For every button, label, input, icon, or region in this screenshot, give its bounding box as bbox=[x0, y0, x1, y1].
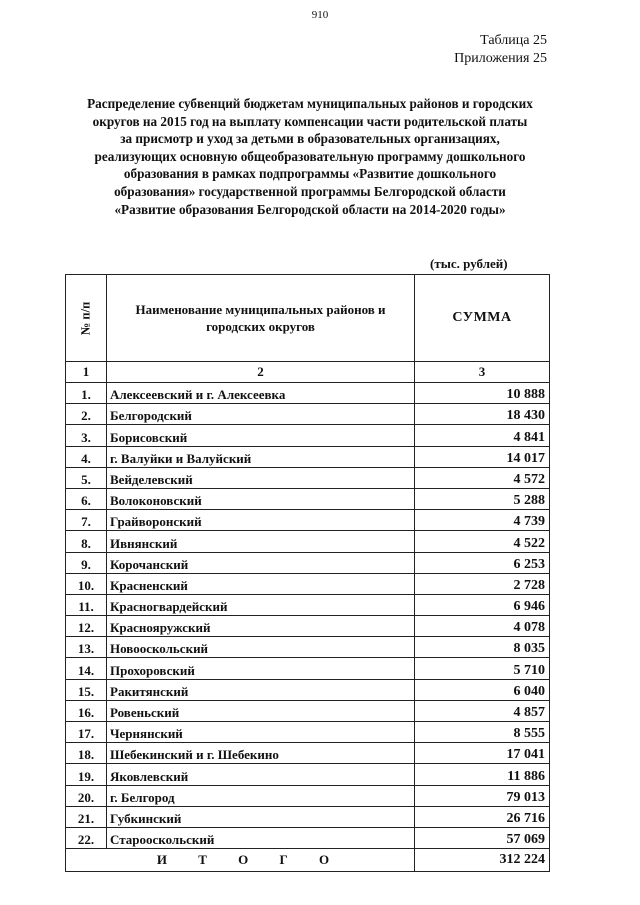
table-row bbox=[66, 467, 550, 488]
column-number: 2 bbox=[107, 362, 415, 383]
column-number: 3 bbox=[415, 362, 550, 383]
row-district-name: г. Валуйки и Валуйский bbox=[107, 446, 415, 467]
table-row bbox=[66, 446, 550, 467]
row-index: 10. bbox=[66, 573, 107, 594]
header-number-label: № п/п bbox=[78, 301, 93, 336]
row-amount: 8 555 bbox=[415, 722, 550, 743]
title-line: образования в рамках подпрограммы «Развитие дошкольного bbox=[123, 166, 497, 182]
row-amount: 5 710 bbox=[415, 658, 550, 679]
row-index: 2. bbox=[66, 404, 107, 425]
row-index: 16. bbox=[66, 700, 107, 721]
row-district-name: Краснояружский bbox=[107, 616, 415, 637]
table-header-row bbox=[66, 275, 550, 362]
row-district-name: Новооскольский bbox=[107, 637, 415, 658]
row-amount: 26 716 bbox=[415, 806, 550, 827]
row-amount: 14 017 bbox=[415, 446, 550, 467]
row-amount: 6 040 bbox=[415, 679, 550, 700]
table-row bbox=[66, 552, 550, 573]
table-row bbox=[66, 764, 550, 785]
total-amount: 312 224 bbox=[415, 849, 550, 872]
row-index: 9. bbox=[66, 552, 107, 573]
row-index: 6. bbox=[66, 488, 107, 509]
table-row bbox=[66, 573, 550, 594]
row-index: 21. bbox=[66, 806, 107, 827]
row-amount: 5 288 bbox=[415, 488, 550, 509]
table-body bbox=[66, 383, 550, 849]
row-index: 14. bbox=[66, 658, 107, 679]
row-amount: 4 522 bbox=[415, 531, 550, 552]
row-amount: 4 078 bbox=[415, 616, 550, 637]
units-label: (тыс. рублей) bbox=[430, 256, 508, 271]
row-district-name: Губкинский bbox=[107, 806, 415, 827]
caption-appendix-number: Приложения 25 bbox=[454, 51, 547, 66]
table-caption bbox=[454, 32, 547, 68]
row-index: 3. bbox=[66, 425, 107, 446]
row-amount: 4 857 bbox=[415, 700, 550, 721]
row-amount: 57 069 bbox=[415, 827, 550, 848]
row-amount: 4 572 bbox=[415, 467, 550, 488]
row-index: 4. bbox=[66, 446, 107, 467]
row-district-name: Вейделевский bbox=[107, 467, 415, 488]
row-amount: 6 253 bbox=[415, 552, 550, 573]
header-number bbox=[66, 275, 107, 362]
row-index: 12. bbox=[66, 616, 107, 637]
table-row bbox=[66, 743, 550, 764]
row-index: 11. bbox=[66, 594, 107, 615]
row-district-name: Чернянский bbox=[107, 722, 415, 743]
table-row bbox=[66, 404, 550, 425]
row-district-name: Ракитянский bbox=[107, 679, 415, 700]
title-line: округов на 2015 год на выплату компенсации части родительской платы bbox=[92, 113, 528, 129]
row-district-name: Прохоровский bbox=[107, 658, 415, 679]
title-line: «Развитие образования Белгородской области на 2014-2020 годы» bbox=[114, 201, 506, 217]
table-row bbox=[66, 827, 550, 848]
row-amount: 4 841 bbox=[415, 425, 550, 446]
table-row bbox=[66, 806, 550, 827]
row-amount: 8 035 bbox=[415, 637, 550, 658]
row-index: 22. bbox=[66, 827, 107, 848]
row-index: 19. bbox=[66, 764, 107, 785]
header-sum: СУММА bbox=[415, 275, 550, 362]
row-amount: 17 041 bbox=[415, 743, 550, 764]
table-row bbox=[66, 616, 550, 637]
table-row bbox=[66, 700, 550, 721]
row-district-name: Шебекинский и г. Шебекино bbox=[107, 743, 415, 764]
table-row bbox=[66, 425, 550, 446]
row-district-name: Ивнянский bbox=[107, 531, 415, 552]
total-label: И Т О Г О bbox=[66, 849, 415, 872]
table-row bbox=[66, 510, 550, 531]
row-district-name: Яковлевский bbox=[107, 764, 415, 785]
title-line: реализующих основную общеобразовательную программу дошкольного bbox=[94, 148, 526, 164]
table-row bbox=[66, 531, 550, 552]
total-row bbox=[66, 849, 550, 872]
table-row bbox=[66, 383, 550, 404]
row-index: 13. bbox=[66, 637, 107, 658]
row-district-name: Волоконовский bbox=[107, 488, 415, 509]
table-row bbox=[66, 637, 550, 658]
table-row bbox=[66, 679, 550, 700]
row-index: 8. bbox=[66, 531, 107, 552]
row-district-name: Алексеевский и г. Алексеевка bbox=[107, 383, 415, 404]
document-title bbox=[55, 95, 565, 218]
page-number: 910 bbox=[311, 9, 329, 21]
row-district-name: Старооскольский bbox=[107, 827, 415, 848]
header-name-line2: городских округов bbox=[206, 319, 315, 334]
row-amount: 79 013 bbox=[415, 785, 550, 806]
title-line: Распределение субвенций бюджетам муниципальных районов и городских bbox=[87, 96, 533, 111]
row-district-name: Корочанский bbox=[107, 552, 415, 573]
column-number-row bbox=[66, 362, 550, 383]
row-index: 18. bbox=[66, 743, 107, 764]
table-row bbox=[66, 594, 550, 615]
row-amount: 10 888 bbox=[415, 383, 550, 404]
column-number: 1 bbox=[66, 362, 107, 383]
row-amount: 6 946 bbox=[415, 594, 550, 615]
row-amount: 11 886 bbox=[415, 764, 550, 785]
row-district-name: Красногвардейский bbox=[107, 594, 415, 615]
row-index: 15. bbox=[66, 679, 107, 700]
header-name bbox=[107, 275, 415, 362]
table-row bbox=[66, 488, 550, 509]
row-index: 1. bbox=[66, 383, 107, 404]
row-amount: 2 728 bbox=[415, 573, 550, 594]
row-district-name: Ровеньский bbox=[107, 700, 415, 721]
row-district-name: Красненский bbox=[107, 573, 415, 594]
title-line: за присмотр и уход за детьми в образовательных организациях, bbox=[120, 131, 500, 147]
row-index: 17. bbox=[66, 722, 107, 743]
table-row bbox=[66, 658, 550, 679]
header-name-line1: Наименование муниципальных районов и bbox=[135, 302, 386, 317]
table-row bbox=[66, 722, 550, 743]
caption-table-number: Таблица 25 bbox=[480, 33, 547, 48]
row-district-name: Грайворонский bbox=[107, 510, 415, 531]
row-index: 7. bbox=[66, 510, 107, 531]
row-index: 5. bbox=[66, 467, 107, 488]
row-amount: 4 739 bbox=[415, 510, 550, 531]
row-district-name: Борисовский bbox=[107, 425, 415, 446]
table-row bbox=[66, 785, 550, 806]
row-index: 20. bbox=[66, 785, 107, 806]
row-district-name: Белгородский bbox=[107, 404, 415, 425]
title-line: образования» государственной программы Белгородской области bbox=[114, 183, 506, 199]
row-district-name: г. Белгород bbox=[107, 785, 415, 806]
subvention-table bbox=[65, 274, 550, 872]
row-amount: 18 430 bbox=[415, 404, 550, 425]
